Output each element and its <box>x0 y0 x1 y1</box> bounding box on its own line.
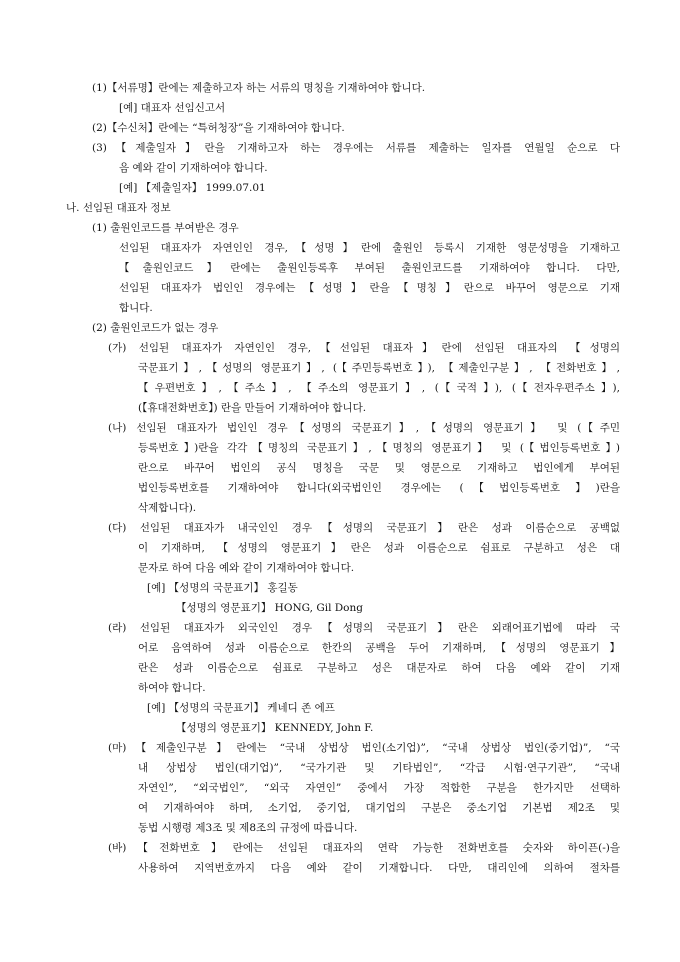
clause-line: (【휴대전화번호】) 란을 만들어 기재하여야 합니다. <box>138 402 367 414</box>
subsection-1-heading: (1) 출원인코드를 부여받은 경우 <box>92 222 239 234</box>
example-submission-date: [예] 【제출일자】 1999.07.01 <box>119 182 266 194</box>
subsection-2-heading: (2) 출원인코드가 없는 경우 <box>92 322 219 334</box>
example-foreign-korean-name: [예] 【성명의 국문표기】 케네디 존 에프 <box>147 702 335 714</box>
item-3-submission-date: (3)【제출일자】란을 기재하고자 하는 경우에는 서류를 제출하는 일자를 연월일 순으로 다 <box>92 142 620 154</box>
example-document-name: [예] 대표자 선임신고서 <box>119 102 226 114</box>
paragraph-line: 합니다. <box>119 302 153 314</box>
clause-line: 【우편번호】,【주소】, 【주소의 영문표기】, (【국적】), (【전자우편주소】), <box>138 382 620 394</box>
clause-line: 동법 시행령 제3조 및 제8조의 규정에 따릅니다. <box>138 822 358 834</box>
clause-line: 문자로 하여 다음 예와 같이 기재하여야 합니다. <box>138 562 355 574</box>
clause-line: 법인등록번호를 기재하여야 합니다(외국법인인 경우에는 (【법인등록번호】)란을 <box>138 482 620 494</box>
section-heading: 나. 선임된 대표자 정보 <box>66 202 171 214</box>
clause-ma: (마)【제출인구분】란에는 “국내 상법상 법인(소기업)”, “국내 상법상 법인(중기업)”, “국 <box>108 742 620 754</box>
clause-line: 등록번호】)란을 각각【명칭의 국문표기】,【명칭의 영문표기】 및 (【법인등록번호】) <box>138 442 620 454</box>
clause-line: 국문표기】,【성명의 영문표기】, (【주민등록번호】), 【제출인구분】, 【전화번호】, <box>138 362 620 374</box>
clause-na: (나) 선임된 대표자가 법인인 경우【성명의 국문표기】,【성명의 영문표기】 및 (【주민 <box>108 422 620 434</box>
item-3-continued: 음 예와 같이 기재하여야 합니다. <box>119 162 268 174</box>
clause-line: 란으로 바꾸어 법인의 공식 명칭을 국문 및 영문으로 기재하고 법인에게 부여된 <box>138 462 620 474</box>
example-english-name: 【성명의 영문표기】 HONG, Gil Dong <box>176 602 363 614</box>
clause-line: 어로 음역하여 성과 이름순으로 한칸의 공백을 두어 기재하며,【성명의 영문표기】 <box>138 642 620 654</box>
clause-ga: (가) 선임된 대표자가 자연인인 경우,【선임된 대표자】란에 선임된 대표자의 【성명의 <box>108 342 620 354</box>
clause-line: 내 상법상 법인(대기업)”, “국가기관 및 기타법인”, “각급 시험·연구기관”, “국내 <box>138 762 620 774</box>
clause-da: (다) 선임된 대표자가 내국인인 경우【성명의 국문표기】란은 성과 이름순으로 공백없 <box>108 522 620 534</box>
clause-line: 이 기재하며, 【성명의 영문표기】란은 성과 이름순으로 쉼표로 구분하고 성은 대 <box>138 542 620 554</box>
example-foreign-english-name: 【성명의 영문표기】 KENNEDY, John F. <box>176 722 374 734</box>
clause-ra: (라) 선임된 대표자가 외국인인 경우【성명의 국문표기】란은 외래어표기법에 따라 국 <box>108 622 620 634</box>
clause-line: 자연인”, “외국법인”, “외국 자연인” 중에서 가장 적합한 구분을 한가지만 선택하 <box>138 782 620 794</box>
clause-line: 삭제합니다). <box>138 502 197 514</box>
paragraph-line: 선임된 대표자가 자연인인 경우,【성명】란에 출원인 등록시 기재한 영문성명을 기재하고 <box>119 242 620 254</box>
clause-line: 사용하여 지역번호까지 다음 예와 같이 기재합니다. 다만, 대리인에 의하여 절차를 <box>138 862 620 874</box>
clause-ba: (바)【전화번호】란에는 선임된 대표자의 연락 가능한 전화번호를 숫자와 하이픈(-)을 <box>108 842 620 854</box>
clause-line: 여 기재하여야 하며, 소기업, 중기업, 대기업의 구분은 중소기업 기본법 제2조 및 <box>138 802 620 814</box>
clause-line: 하여야 합니다. <box>138 682 206 694</box>
item-2-recipient: (2)【수신처】란에는 “특허청장”을 기재하여야 합니다. <box>92 122 345 134</box>
example-korean-name: [예] 【성명의 국문표기】 홍길동 <box>147 582 298 594</box>
clause-line: 란은 성과 이름순으로 쉼표로 구분하고 성은 대문자로 하여 다음 예와 같이 기재 <box>138 662 620 674</box>
paragraph-line: 【출원인코드】란에는 출원인등록후 부여된 출원인코드를 기재하여야 합니다. 다만, <box>119 262 620 274</box>
item-1-document-name: (1)【서류명】란에는 제출하고자 하는 서류의 명칭을 기재하여야 합니다. <box>92 82 426 94</box>
paragraph-line: 선임된 대표자가 법인인 경우에는【성명】란을【명칭】란으로 바꾸어 영문으로 기재 <box>119 282 620 294</box>
